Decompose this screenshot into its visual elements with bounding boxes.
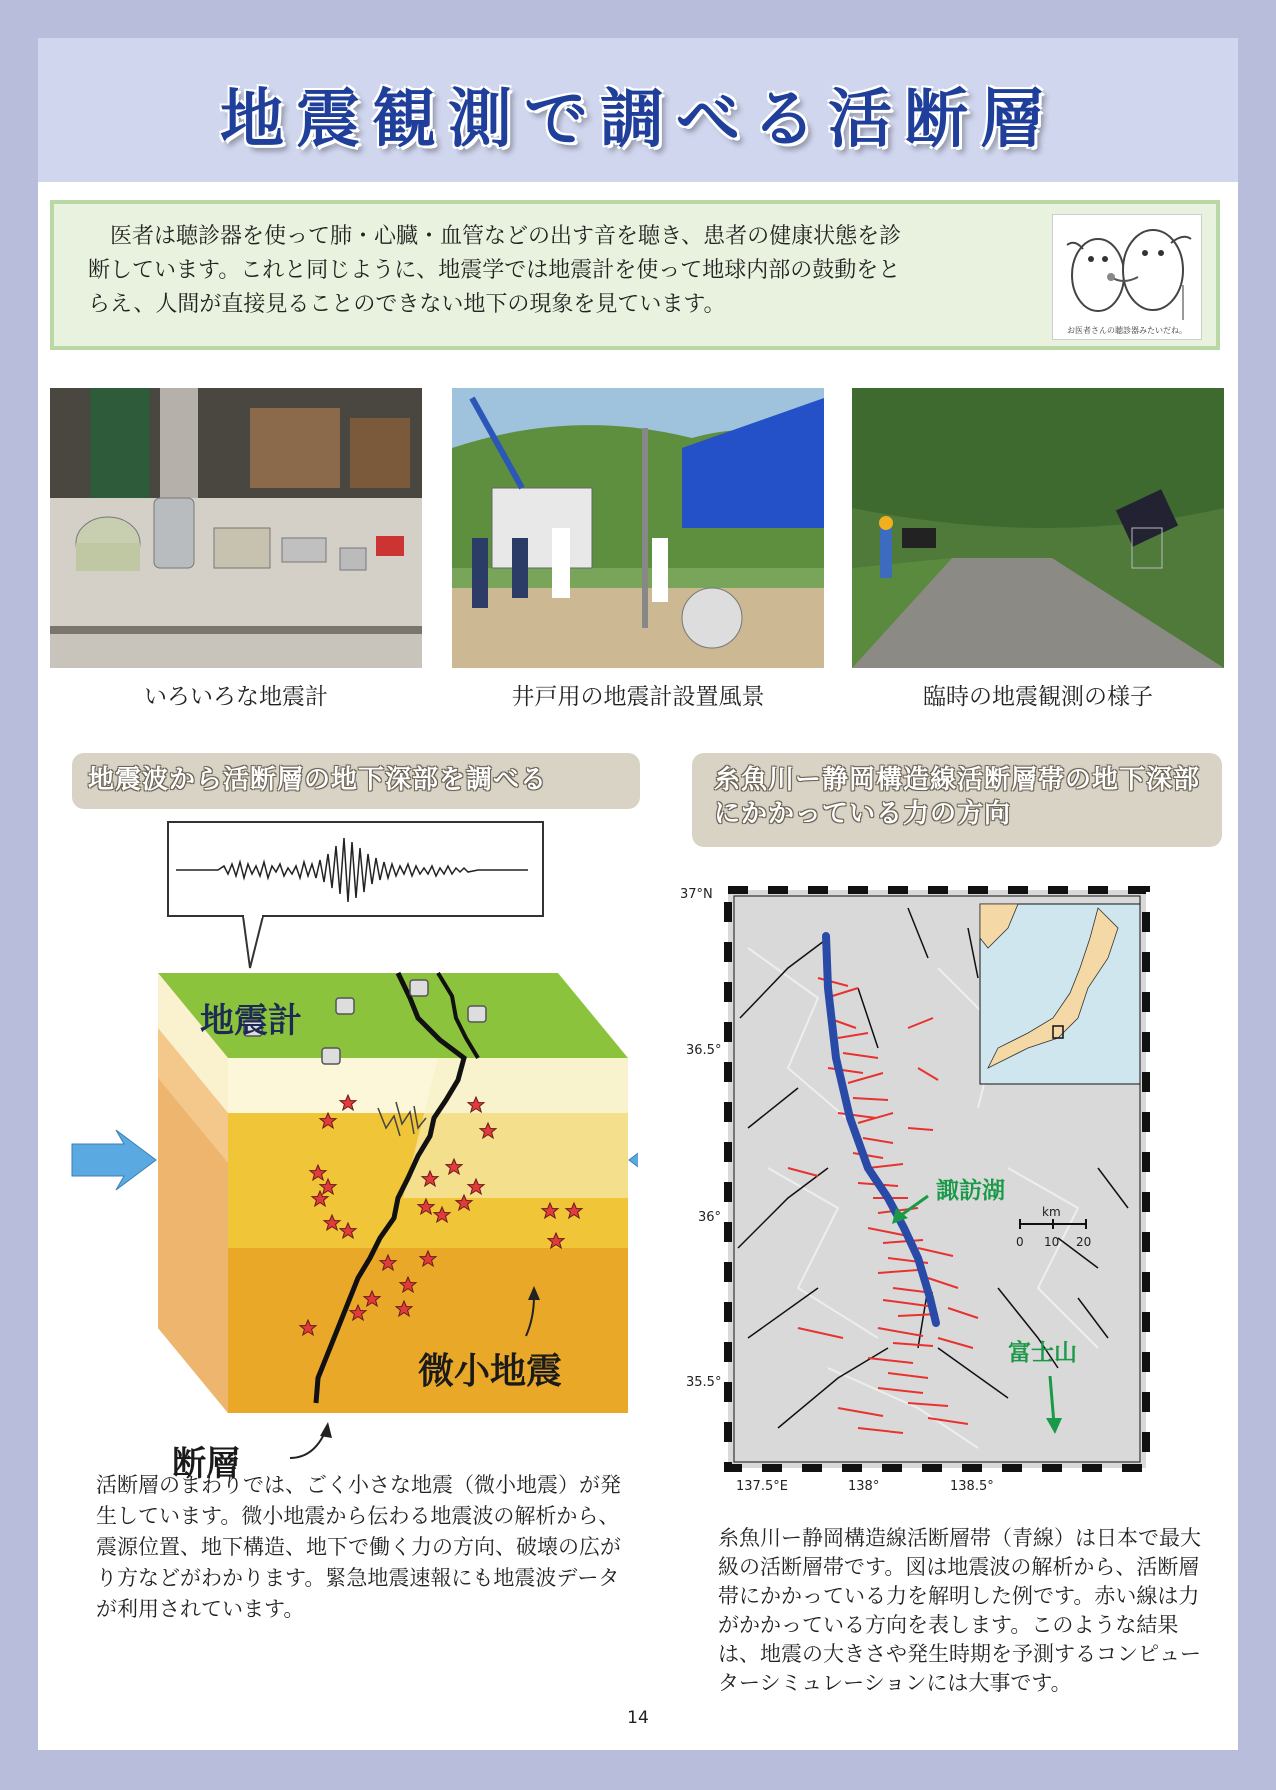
left-section-body: 活断層のまわりでは、ごく小さな地震（微小地震）が発生しています。微小地震から伝わる地震波の解析から、震源位置、地下構造、地下で働く力の方向、破壊の広がり方などがわかります。緊急地震速報にも地震波データが利用されています。 [96,1473,621,1621]
photo-caption: いろいろな地震計 [144,684,328,710]
microquake-label: 微小地震 [418,1351,563,1392]
lat-label-36: 36° [698,1210,722,1225]
stress-direction-map [678,868,1234,1528]
lon-label-138: 138° [848,1479,880,1494]
scale-tick-20: 20 [1076,1235,1092,1249]
seismometer-label: 地震計 [200,1001,302,1041]
page-title: 地震観測で調べる活断層 [220,83,1056,157]
photo-seismometers [50,388,422,668]
intro-box [50,200,1220,350]
photo-well-installation [452,388,824,668]
lat-label-37: 37°N [680,887,713,902]
lat-label-365: 36.5° [686,1043,722,1058]
fault-block-diagram [58,818,638,1498]
photo-caption: 井戸用の地震計設置風景 [511,684,765,710]
catfish-doctor-icon [1053,215,1201,325]
scale-tick-10: 10 [1044,1235,1060,1249]
lon-label-1375: 137.5°E [736,1479,788,1494]
page [38,38,1238,1750]
arrow-right-icon [72,1130,156,1190]
scale-unit: km [1042,1205,1061,1219]
mt-fuji-label: 富士山 [1008,1340,1077,1366]
section-heading: 糸魚川ー静岡構造線活断層帯の地下深部にかかっている力の方向 [692,753,1222,847]
fault-label: 断層 [172,1444,240,1484]
stethoscope-illustration [1052,214,1202,340]
right-section-body: 糸魚川ー静岡構造線活断層帯（青線）は日本で最大級の活断層帯です。図は地震波の解析から、活断層帯にかかっている力を解明した例です。赤い線は力がかかっている方向を表します。このような結果は、地震の大きさや発生時期を予測するコンピューターシミュレーションには大事です。 [718,1526,1201,1695]
photo-caption: 臨時の地震観測の様子 [923,684,1153,710]
arrow-left-icon [629,1130,638,1190]
lon-label-1385: 138.5° [950,1479,994,1494]
intro-text: 医者は聴診器を使って肺・心臓・血管などの出す音を聴き、患者の健康状態を診断しています。これと同じように、地震学では地震計を使って地球内部の鼓動をとらえ、人間が直接見ることのできない地下の現象を見ています。 [88,224,902,317]
lake-suwa-label: 諏訪湖 [936,1178,1005,1204]
page-number: 14 [627,1708,649,1728]
lat-label-355: 35.5° [686,1375,722,1390]
section-heading: 地震波から活断層の地下深部を調べる [72,753,640,809]
photo-temporary-observation [852,388,1224,668]
scale-tick-0: 0 [1016,1235,1024,1249]
illustration-caption: お医者さんの聴診器みたいだね。 [1067,326,1187,335]
title-band [38,38,1238,182]
